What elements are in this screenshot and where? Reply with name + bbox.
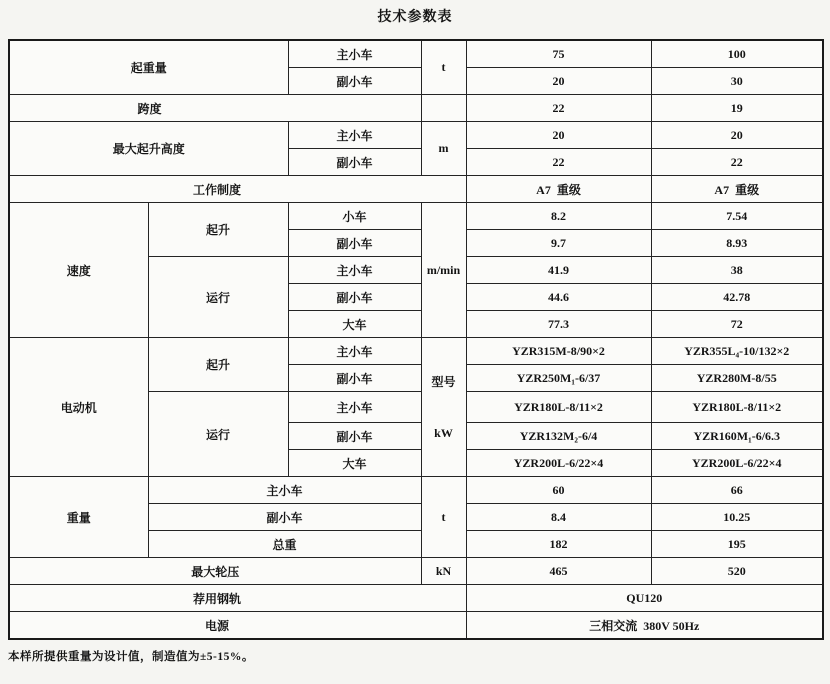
group-label-hoisting: 起升 — [148, 338, 288, 392]
unit-cell: kN — [421, 558, 466, 585]
sub-label: 总重 — [148, 531, 421, 558]
label-weight: 重量 — [9, 477, 148, 558]
value-cell: 8.2 — [466, 203, 651, 230]
value-cell: 8.93 — [651, 230, 823, 257]
label-work-duty-text: 工作制度 — [192, 182, 241, 197]
value-cell: 22 — [651, 149, 823, 176]
sub-label: 主小车 — [148, 477, 421, 504]
unit-cell: m — [421, 122, 466, 176]
group-label-travelling: 运行 — [148, 257, 288, 338]
sub-label: 主小车 — [288, 392, 421, 423]
label-rail — [9, 585, 466, 612]
sub-label: 副小车 — [288, 230, 421, 257]
sub-label: 大车 — [288, 450, 421, 477]
table-row — [9, 40, 823, 68]
table-row — [9, 558, 823, 585]
table-row — [9, 585, 823, 612]
value-cell: YZR180L-8/11×2 — [651, 392, 823, 423]
unit-cell: t — [421, 477, 466, 558]
value-cell: 41.9 — [466, 257, 651, 284]
label-span — [9, 95, 421, 122]
sub-label: 副小车 — [288, 423, 421, 450]
value-cell: 60 — [466, 477, 651, 504]
value-cell: 75 — [466, 40, 651, 68]
value-cell: 19 — [651, 95, 823, 122]
sub-label: 主小车 — [288, 40, 421, 68]
table-row — [9, 203, 823, 230]
value-cell: 44.6 — [466, 284, 651, 311]
value-cell: 195 — [651, 531, 823, 558]
value-cell: A7 重级 — [466, 176, 651, 203]
sub-label: 主小车 — [288, 122, 421, 149]
table-row — [9, 95, 823, 122]
value-cell: 22 — [466, 149, 651, 176]
label-span-text: 跨度 — [137, 101, 162, 116]
label-power-text: 电源 — [204, 618, 229, 633]
value-cell: 77.3 — [466, 311, 651, 338]
sub-label: 主小车 — [288, 257, 421, 284]
value-cell: YZR315M-8/90×2 — [466, 338, 651, 365]
value-cell: 22 — [466, 95, 651, 122]
value-cell: YZR250M₁-6/37 — [466, 365, 651, 392]
table-row — [9, 176, 823, 203]
value-cell: YZR132M₂-6/4 — [466, 423, 651, 450]
value-cell: 42.78 — [651, 284, 823, 311]
value-cell: YZR355L₄-10/132×2 — [651, 338, 823, 365]
label-work-duty — [9, 176, 466, 203]
spec-table — [8, 39, 824, 640]
value-cell: 182 — [466, 531, 651, 558]
motor-unit-stack — [422, 338, 466, 476]
value-cell: 8.4 — [466, 504, 651, 531]
table-row — [9, 477, 823, 504]
page-title: 技术参数表 — [377, 10, 453, 25]
value-cell: YZR280M-8/55 — [651, 365, 823, 392]
table-row — [9, 612, 823, 640]
footnote: 本样所提供重量为设计值，制造值为±5-15%。 — [8, 651, 254, 663]
sub-label: 副小车 — [288, 284, 421, 311]
value-cell: 三相交流 380V 50Hz — [466, 612, 823, 640]
label-motor: 电动机 — [9, 338, 148, 477]
group-label-travelling: 运行 — [148, 392, 288, 477]
value-cell: QU120 — [466, 585, 823, 612]
value-cell: 20 — [466, 68, 651, 95]
value-cell: 72 — [651, 311, 823, 338]
value-cell: 520 — [651, 558, 823, 585]
value-cell: YZR200L-6/22×4 — [466, 450, 651, 477]
value-cell: 7.54 — [651, 203, 823, 230]
value-cell: 66 — [651, 477, 823, 504]
sub-label: 大车 — [288, 311, 421, 338]
sub-label: 副小车 — [288, 68, 421, 95]
value-cell: 9.7 — [466, 230, 651, 257]
value-cell: 100 — [651, 40, 823, 68]
label-rail-text: 荐用钢轨 — [192, 591, 241, 606]
unit-cell-empty — [421, 95, 466, 122]
value-cell: A7 重级 — [651, 176, 823, 203]
group-label-hoisting: 起升 — [148, 203, 288, 257]
label-power — [9, 612, 466, 640]
sub-label: 副小车 — [288, 149, 421, 176]
motor-unit-model: 型号 — [431, 375, 456, 390]
sub-label: 主小车 — [288, 338, 421, 365]
value-cell: 38 — [651, 257, 823, 284]
table-row — [9, 122, 823, 149]
unit-cell: t — [421, 40, 466, 95]
value-cell: 20 — [466, 122, 651, 149]
label-speed: 速度 — [9, 203, 148, 338]
label-lifting-capacity: 起重量 — [9, 40, 288, 95]
value-cell: 20 — [651, 122, 823, 149]
unit-cell: m/min — [421, 203, 466, 338]
sub-label: 副小车 — [288, 365, 421, 392]
unit-cell-motor — [421, 338, 466, 477]
value-cell: 10.25 — [651, 504, 823, 531]
value-cell: YZR180L-8/11×2 — [466, 392, 651, 423]
label-max-wheel-load: 最大轮压 — [9, 558, 421, 585]
value-cell: YZR160M₁-6/6.3 — [651, 423, 823, 450]
motor-unit-kw: kW — [434, 425, 453, 440]
sub-label: 副小车 — [148, 504, 421, 531]
sub-label: 小车 — [288, 203, 421, 230]
table-row — [9, 338, 823, 365]
value-cell: YZR200L-6/22×4 — [651, 450, 823, 477]
value-cell: 30 — [651, 68, 823, 95]
label-max-lifting-height: 最大起升高度 — [9, 122, 288, 176]
value-cell: 465 — [466, 558, 651, 585]
